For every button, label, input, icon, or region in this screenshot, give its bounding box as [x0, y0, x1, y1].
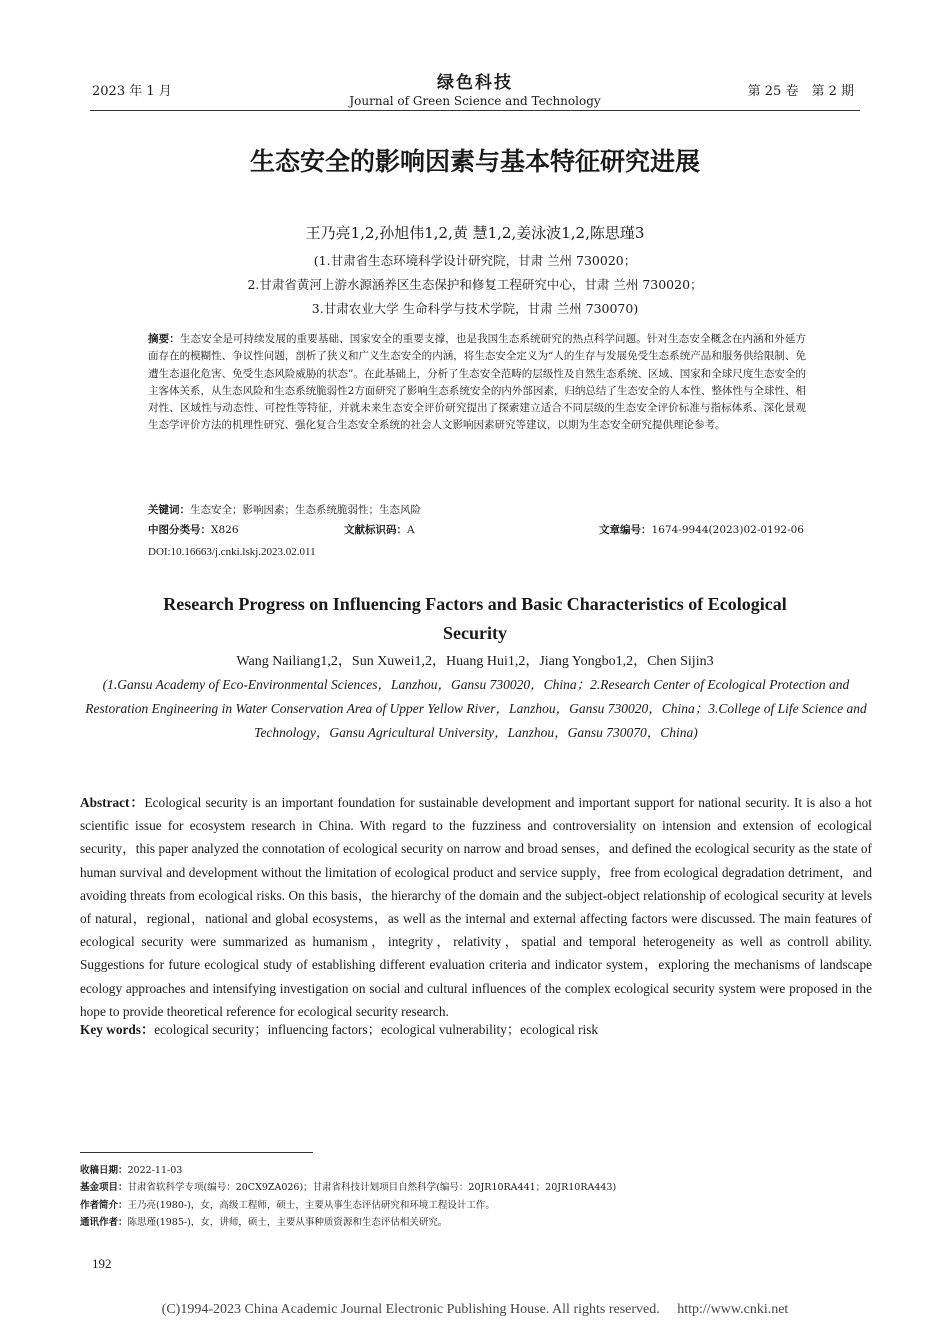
doi: DOI:10.16663/j.cnki.lskj.2023.02.011	[148, 546, 316, 558]
header-volume: 第 25 卷 第 2 期	[747, 84, 854, 99]
journal-name-cn: 绿色科技	[437, 73, 513, 93]
article-no-label: 文章编号：	[599, 524, 652, 536]
title-cn: 生态安全的影响因素与基本特征研究进展	[249, 147, 700, 176]
affiliations-en: (1.Gansu Academy of Eco-Environmental Sciences，Lanzhou，Gansu 730020，China；2.Research Center of Ecological Protection and Restoration Engineering in Water Conservation Area of Upper Yellow River，Lanzhou，Gansu 730020，China；3.College of Life Science and Technology，Gansu Agricultural University，Lanzhou，Gansu 730070，China)	[85, 677, 867, 740]
header-divider	[90, 110, 860, 111]
affiliation-cn-3: 3.甘肃农业大学 生命科学与技术学院，甘肃 兰州 730070)	[311, 301, 639, 316]
keywords-en-label: Key words：	[80, 1022, 155, 1037]
doc-code-block	[344, 522, 415, 537]
abstract-cn	[148, 331, 806, 435]
abstract-en-text: Ecological security is an important foundation for sustainable development and important support for national security. It is also a hot scientific issue for ecosystem research in China. With regard to the fuzziness and controversiality on intension and extension of ecological security，this paper analyzed the connotation of ecological security on narrow and broad senses，and defined the ecological security as the state of human survival and development without the limitation of ecological product and service supply，free from ecological degradation detriment，and avoiding threats from ecological risks. On this basis，the hierarchy of the domain and the subject-object relationship of ecological security at levels of natural，regional，national and global ecosystems，as well as the internal and external affecting factors were discussed. The main features of ecological security were summarized as humanism，integrity，relativity，spatial and temporal heterogeneity as well as controll ability. Suggestions for future ecological study of establishing different evaluation criteria and indicator system，exploring the mechanisms of landscape ecology approaches and intensifying investigation on social and cultural influences of the complex ecological security system were proposed in the hope to provide theoretical reference for ecological security research.	[80, 795, 872, 1019]
abstract-cn-text: 生态安全是可持续发展的重要基础、国家安全的重要支撑，也是我国生态系统研究的热点科学问题。针对生态安全概念在内涵和外延方面存在的模糊性、争议性问题，剖析了狭义和广义生态安全的内涵，将生态安全定义为“人的生存与发展免受生态系统产品和服务供给限制、免遭生态退化危害、免受生态风险威胁的状态”。在此基础上，分析了生态安全范畴的层级性及自然生态系统、区域、国家和全球尺度生态安全的主客体关系，从生态风险和生态系统脆弱性2方面研究了影响生态系统安全的内外部因素，归纳总结了生态安全的人本性、整体性与全球性、相对性、区域性与动态性、可控性等特征，并就未来生态安全评价研究提出了探索建立适合不同层级的生态安全评价标准与指标体系、深化景观生态学评价方法的机理性研究、强化复合生态安全系统的社会人文影响因素研究等建议，以期为生态安全研究提供理论参考。	[148, 333, 807, 432]
abstract-en	[80, 791, 872, 1023]
footnote-corresponding: 通讯作者：陈思瑾(1985-)，女，讲师，硕士，主要从事种质资源和生态评估相关研究。	[80, 1216, 448, 1228]
clc-value: X826	[211, 524, 239, 536]
page-number: 192	[92, 1256, 112, 1271]
abstract-en-label: Abstract：	[80, 795, 145, 810]
doc-code-value: A	[407, 524, 415, 536]
authors-cn: 王乃亮1,2,孙旭伟1,2,黄 慧1,2,姜泳波1,2,陈思瑾3	[305, 224, 645, 242]
keywords-en-text: ecological security；influencing factors；ecological vulnerability；ecological risk	[154, 1022, 599, 1037]
article-no-block	[599, 522, 804, 537]
header-date: 2023 年 1 月	[92, 84, 172, 99]
footnote-funding: 基金项目：甘肃省软科学专项(编号：20CX9ZA026)；甘肃省科技计划项目自然科学(编号：20JR10RA441；20JR10RA443)	[80, 1182, 617, 1194]
clc-block	[148, 522, 239, 537]
authors-en: Wang Nailiang1,2，Sun Xuwei1,2，Huang Hui1,2，Jiang Yongbo1,2，Chen Sijin3	[236, 654, 714, 669]
title-en	[0, 590, 950, 648]
footnotes	[80, 1162, 880, 1231]
footnote-divider	[80, 1152, 313, 1153]
affiliations-cn	[0, 249, 950, 321]
footnote-author: 作者简介：王乃亮(1980-)，女，高级工程师，硕士，主要从事生态评估研究和环境工程设计工作。	[80, 1199, 495, 1211]
article-no-value: 1674-9944(2023)02-0192-06	[651, 524, 804, 536]
title-en-text: Research Progress on Influencing Factors and Basic Characteristics of Ecological Security	[163, 594, 787, 643]
affiliation-cn-1: (1.甘肃省生态环境科学设计研究院，甘肃 兰州 730020；	[313, 253, 637, 268]
doc-code-label: 文献标识码：	[344, 524, 407, 536]
keywords-cn	[148, 502, 421, 517]
journal-name-en: Journal of Green Science and Technology	[349, 94, 601, 108]
footnote-received: 收稿日期：2022-11-03	[80, 1165, 183, 1176]
keywords-en	[80, 1019, 598, 1038]
clc-label: 中图分类号：	[148, 524, 211, 536]
keywords-cn-text: 生态安全；影响因素；生态系统脆弱性；生态风险	[190, 504, 421, 516]
abstract-cn-label: 摘要：	[148, 333, 180, 345]
affiliation-cn-2: 2.甘肃省黄河上游水源涵养区生态保护和修复工程研究中心，甘肃 兰州 730020；	[247, 277, 703, 292]
copyright-line: (C)1994-2023 China Academic Journal Electronic Publishing House. All rights reserved. http://www.cnki.net	[161, 1302, 789, 1317]
keywords-cn-label: 关键词：	[148, 504, 190, 516]
